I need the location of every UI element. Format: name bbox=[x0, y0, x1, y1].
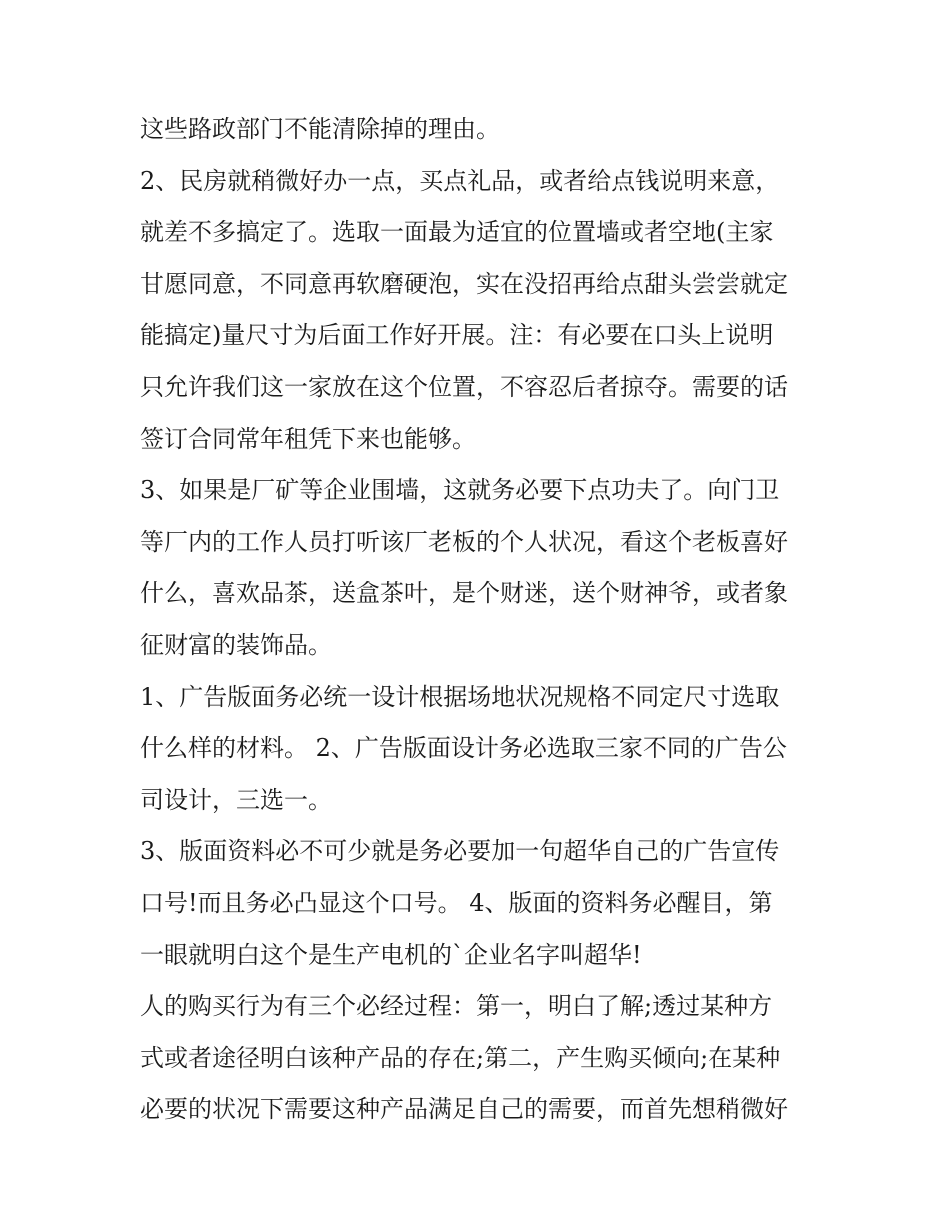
text-line: 3、如果是厂矿等企业围墙，这就务必要下点功夫了。向门卫 bbox=[140, 476, 780, 505]
text-line: 只允许我们这一家放在这个位置，不容忍后者掠夺。需要的话 bbox=[140, 372, 788, 401]
text-line: 口号!而且务必凸显这个口号。 4、版面的资料务必醒目，第 bbox=[140, 888, 773, 917]
text-line: 式或者途径明白该种产品的存在;第二，产生购买倾向;在某种 bbox=[140, 1043, 781, 1072]
text-line: 征财富的装饰品。 bbox=[140, 630, 332, 659]
text-line: 1、广告版面务必统一设计根据场地状况规格不同定尺寸选取 bbox=[140, 682, 780, 711]
text-line: 必要的状况下需要这种产品满足自己的需要，而首先想稍微好 bbox=[140, 1095, 788, 1124]
text-line: 这些路政部门不能清除掉的理由。 bbox=[140, 115, 500, 143]
text-line: 能搞定)量尺寸为后面工作好开展。注：有必要在口头上说明 bbox=[140, 321, 774, 350]
text-line: 一眼就明白这个是生产电机的`企业名字叫超华! bbox=[140, 940, 642, 969]
text-line: 甘愿同意，不同意再软磨硬泡，实在没招再给点甜头尝尝就定 bbox=[140, 269, 788, 298]
text-line: 2、民房就稍微好办一点，买点礼品，或者给点钱说明来意， bbox=[140, 166, 780, 195]
text-line: 等厂内的工作人员打听该厂老板的个人状况，看这个老板喜好 bbox=[140, 527, 788, 556]
text-line: 什么样的材料。 2、广告版面设计务必选取三家不同的广告公 bbox=[140, 734, 787, 763]
text-line: 3、版面资料必不可少就是务必要加一句超华自己的广告宣传 bbox=[140, 837, 780, 866]
text-line: 司设计，三选一。 bbox=[140, 785, 332, 814]
body-text bbox=[140, 104, 820, 1136]
text-line: 人的购买行为有三个必经过程：第一，明白了解;透过某种方 bbox=[140, 992, 773, 1021]
text-line: 就差不多搞定了。选取一面最为适宜的位置墙或者空地(主家 bbox=[140, 218, 774, 247]
text-line: 签订合同常年租凭下来也能够。 bbox=[140, 424, 476, 453]
text-line: 什么，喜欢品茶，送盒茶叶，是个财迷，送个财神爷，或者象 bbox=[140, 579, 788, 608]
